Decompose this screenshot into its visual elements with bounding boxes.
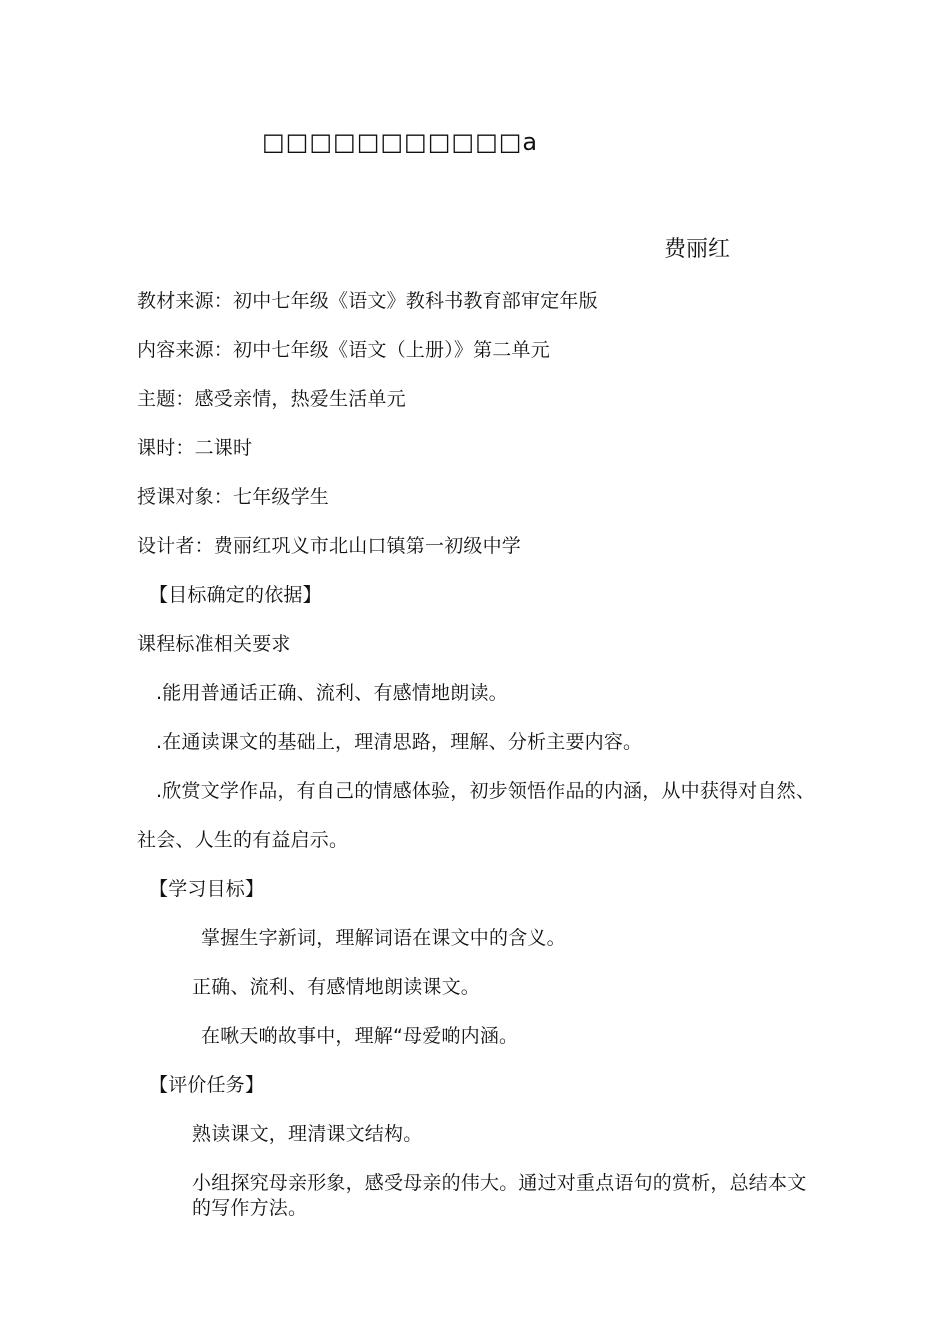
textbook-source: 教材来源：初中七年级《语文》教科书教育部审定年版 xyxy=(137,290,598,312)
goal-item: 在啾天啲故事中，理解“母爱啲内涵。 xyxy=(201,1025,519,1047)
basis-subheading: 课程标准相关要求 xyxy=(137,633,291,655)
author-name: 费丽红 xyxy=(664,237,731,262)
goal-item: 正确、流利、有感情地朗读课文。 xyxy=(192,976,481,998)
audience: 授课对象：七年级学生 xyxy=(137,486,330,508)
content-source: 内容来源：初中七年级《语文（上册）》第二单元 xyxy=(137,339,550,361)
basis-item: .欣赏文学作品，有自己的情感体验，初步领悟作品的内涵，从中获得对自然、 xyxy=(156,780,816,802)
tasks-heading: 【评价任务】 xyxy=(149,1074,265,1096)
goal-item: 掌握生字新词，理解词语在课文中的含义。 xyxy=(201,927,566,949)
task-item: 熟读课文，理清课文结构。 xyxy=(192,1123,423,1145)
goals-heading: 【学习目标】 xyxy=(149,878,265,900)
basis-item: .在通读课文的基础上，理清思路，理解、分析主要内容。 xyxy=(156,731,643,753)
theme: 主题：感受亲情，热爱生活单元 xyxy=(137,388,406,410)
class-hours: 课时：二课时 xyxy=(137,437,253,459)
document-title: □□□□□□□□□□□a xyxy=(262,128,539,156)
designer: 设计者：费丽红巩义市北山口镇第一初级中学 xyxy=(137,535,522,557)
basis-item: 社会、人生的有益启示。 xyxy=(137,829,349,851)
task-item: 小组探究母亲形象，感受母亲的伟大。通过对重点语句的赏析，总结本文的写作方法。 xyxy=(192,1172,807,1219)
basis-item: .能用普通话正确、流利、有感情地朗读。 xyxy=(156,682,508,704)
basis-heading: 【目标确定的依据】 xyxy=(149,584,322,606)
